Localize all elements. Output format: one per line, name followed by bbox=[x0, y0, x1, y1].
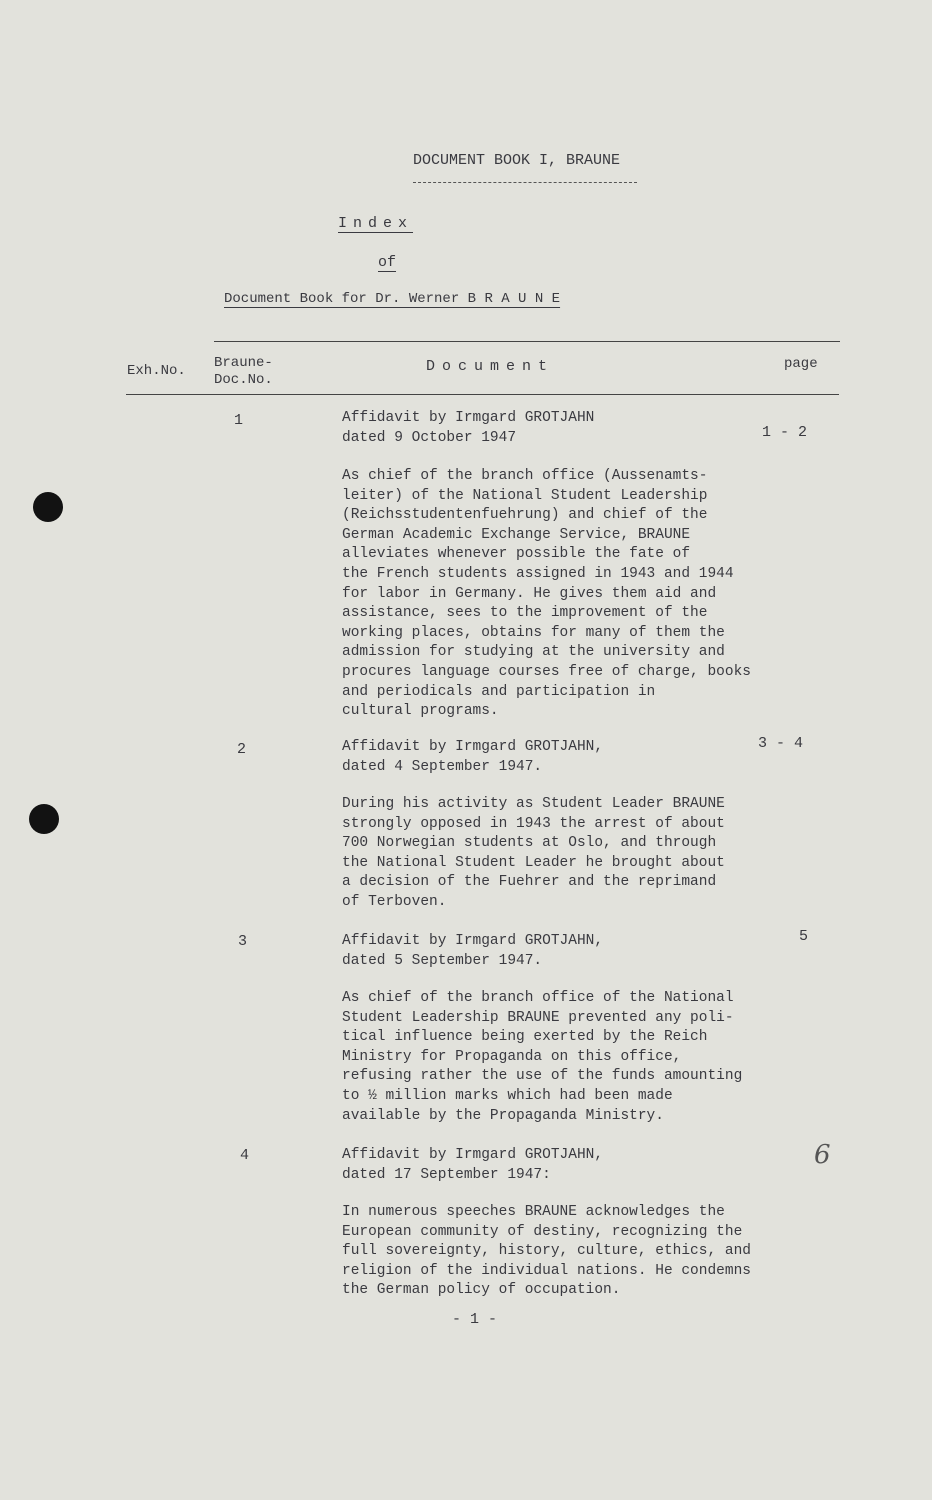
entry-page: 3 - 4 bbox=[758, 735, 804, 752]
index-heading: Index bbox=[338, 215, 414, 232]
entry-number: 3 bbox=[238, 933, 248, 950]
header-page: page bbox=[784, 356, 818, 372]
table-top-rule bbox=[214, 341, 840, 342]
entry-title: Affidavit by Irmgard GROTJAHN, dated 17 September 1947: bbox=[342, 1147, 604, 1183]
entry-page: 1 - 2 bbox=[762, 424, 808, 441]
punch-hole-top bbox=[33, 492, 63, 522]
header-braune-doc-line2: Doc.No. bbox=[214, 372, 273, 388]
entry-summary: In numerous speeches BRAUNE acknowledges the European community of destiny, recognizing the full sovereignty, history, culture, ethics, and religion of the individual nations. He condemns the German policy of occupation. bbox=[342, 1204, 751, 1299]
of-word: of bbox=[378, 254, 397, 271]
title-underline bbox=[413, 182, 637, 183]
header-document: Document bbox=[426, 358, 555, 375]
entry-summary: As chief of the branch office of the National Student Leadership BRAUNE prevented any poli- tical influence being exerted by the Reich Ministry for Propaganda on this office, refusing rather the use of the funds amounting to ½ million marks which had been made available by the Propaganda Ministry. bbox=[342, 990, 743, 1124]
header-braune-doc-line1: Braune- bbox=[214, 355, 273, 371]
entry-title: Affidavit by Irmgard GROTJAHN, dated 4 September 1947. bbox=[342, 739, 604, 775]
punch-hole-bottom bbox=[29, 804, 59, 834]
entry-title: Affidavit by Irmgard GROTJAHN dated 9 October 1947 bbox=[342, 410, 595, 446]
page-number: - 1 - bbox=[452, 1311, 498, 1328]
book-for-line: Document Book for Dr. Werner B R A U N E bbox=[224, 291, 561, 307]
entry-number: 1 bbox=[234, 412, 244, 429]
entry-title: Affidavit by Irmgard GROTJAHN, dated 5 September 1947. bbox=[342, 933, 604, 969]
document-title: DOCUMENT BOOK I, BRAUNE bbox=[413, 152, 621, 169]
entry-page: 5 bbox=[799, 928, 809, 945]
handwritten-page-mark: 6 bbox=[814, 1140, 831, 1170]
entry-number: 2 bbox=[237, 741, 247, 758]
entry-number: 4 bbox=[240, 1147, 250, 1164]
entry-summary: During his activity as Student Leader BRAUNE strongly opposed in 1943 the arrest of about 700 Norwegian students at Oslo, and through the National Student Leader he brought about a decision of the Fuehrer and the reprimand of Terboven. bbox=[342, 796, 725, 910]
table-header-rule bbox=[126, 394, 839, 395]
entry-summary: As chief of the branch office (Aussenamts- leiter) of the National Student Leadership (Reichsstudentenfuehrung) and chief of the German Academic Exchange Service, BRAUNE alleviates whenever possible the fate of the French students assigned in 1943 and 1944 for labor in Germany. He gives them aid and assistance, sees to the improvement of the working places, obtains for many of them the admission for studying at the university and procures language courses free of charge, books and periodicals and participation in cultural programs. bbox=[342, 468, 751, 720]
header-exh-no: Exh.No. bbox=[127, 363, 186, 379]
